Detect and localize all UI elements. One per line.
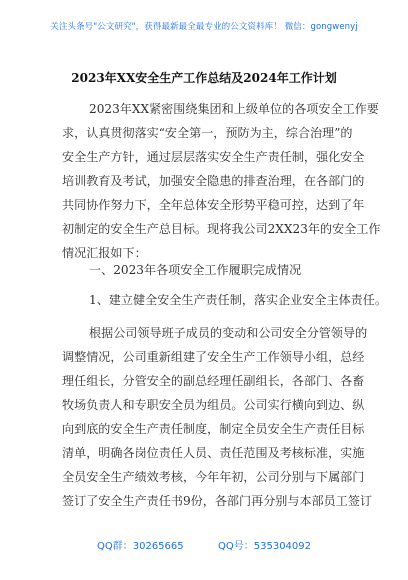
- body-line: 初制定的安全生产总目标。现将我公司2XX23年的安全工作: [62, 222, 381, 236]
- contact-footer: [0, 537, 408, 552]
- body-line: 情况汇报如下：: [62, 246, 147, 260]
- body-line: 培训教育及考试，加强安全隐患的排查治理，在各部门的: [62, 174, 365, 188]
- body-line: 理任组长，分管安全的副总经理任副组长，各部门、各畜: [62, 374, 365, 388]
- body-line: 签订了安全生产责任书9份，各部门再分别与本部员工签订: [62, 494, 373, 508]
- body-line: 共同协作努力下，全年总体安全形势平稳可控，达到了年: [62, 198, 365, 212]
- body-line: 向到底的安全生产责任制度，制定全员安全生产责任目标: [62, 422, 365, 436]
- body-line: 调整情况，公司重新组建了安全生产工作领导小组，总经: [62, 350, 365, 364]
- document-title: 2023年XX安全生产工作总结及2024年工作计划: [71, 71, 337, 85]
- body-line: 清单，明确各岗位责任人员、责任范围及考核标准，实施: [62, 446, 365, 460]
- body-line: 2023年XX紧密围绕集团和上级单位的各项安全工作要: [89, 102, 379, 116]
- body-line: 根据公司领导班子成员的变动和公司安全分管领导的: [89, 326, 368, 340]
- subsection-heading: 1、建立健全安全生产责任制，落实企业安全主体责任。: [89, 293, 387, 307]
- body-line: 安全生产方针，通过层层落实安全生产责任制，强化安全: [62, 150, 365, 164]
- body-line: 全员安全生产绩效考核，今年年初，公司分别与下属部门: [62, 470, 365, 484]
- qq-group-text: QQ群：30265665: [96, 541, 184, 552]
- qq-number-text: QQ号：535304092: [218, 541, 312, 552]
- promo-banner: 关注头条号"公文研究"，获得最新最全最专业的公文资料库！ 微信：gongwenyj: [50, 22, 358, 32]
- body-line: 求，认真贯彻落实“安全第一，预防为主，综合治理”的: [62, 126, 353, 140]
- body-line: 牧场负责人和专职安全员为组员。公司实行横向到边、纵: [62, 398, 365, 412]
- section-heading: 一、2023年各项安全工作履职完成情况: [89, 263, 302, 277]
